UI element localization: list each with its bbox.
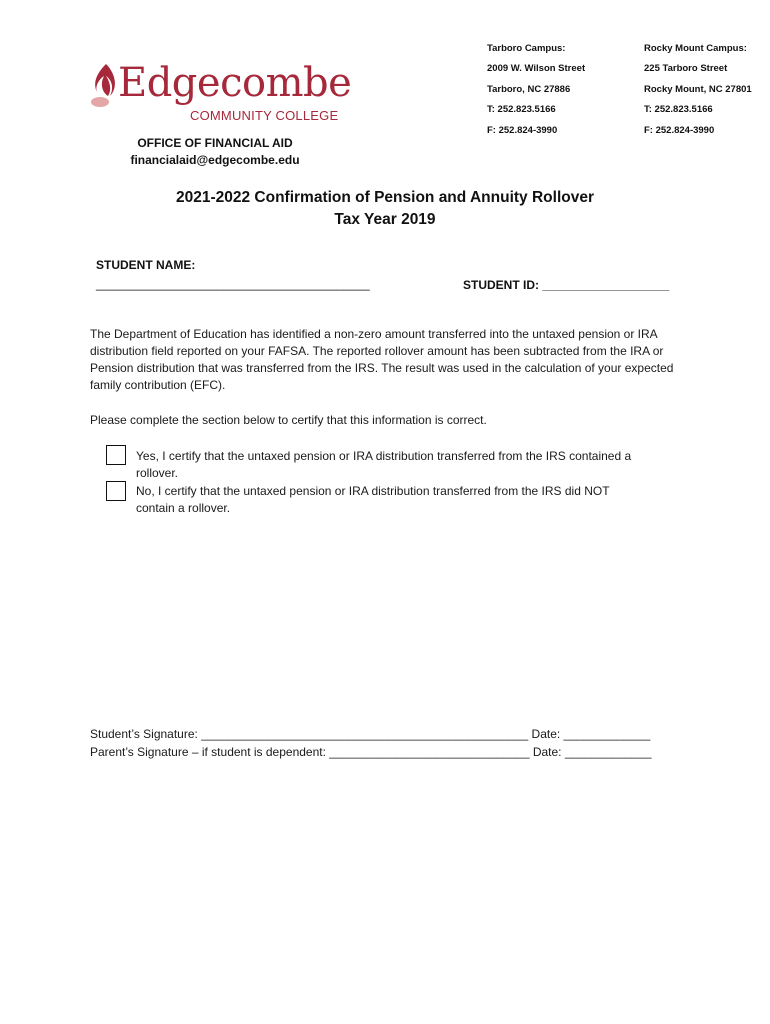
flame-icon <box>88 62 120 108</box>
yes-rollover-checkbox[interactable] <box>106 445 126 465</box>
rocky-mount-campus-street: 225 Tarboro Street <box>644 63 728 74</box>
tarboro-campus-phone: T: 252.823.5166 <box>487 104 556 115</box>
student-id-field[interactable]: STUDENT ID: ___________________ <box>463 278 670 292</box>
form-title: 2021-2022 Confirmation of Pension and Annuity Rollover <box>175 189 594 206</box>
tarboro-campus-name: Tarboro Campus: <box>487 43 566 54</box>
parent-signature-field[interactable]: Parent’s Signature – if student is dependent: ______________________________ Date: _____________ <box>90 745 652 759</box>
no-option-line2: contain a rollover. <box>136 501 231 515</box>
tarboro-campus-street: 2009 W. Wilson Street <box>487 63 586 74</box>
no-option-line1: No, I certify that the untaxed pension or IRA distribution transferred from the IRS did NOT <box>136 484 610 498</box>
college-logo-subtitle: COMMUNITY COLLEGE <box>190 108 339 123</box>
rocky-mount-campus-city: Rocky Mount, NC 27801 <box>644 84 752 95</box>
college-logo-name: Edgecombe <box>118 60 352 106</box>
office-title: OFFICE OF FINANCIAL AID <box>137 136 293 150</box>
form-subtitle: Tax Year 2019 <box>334 211 436 228</box>
yes-option-line1: Yes, I certify that the untaxed pension or IRA distribution transferred from the IRS contained a <box>136 449 632 463</box>
office-email: financialaid@edgecombe.edu <box>130 153 300 167</box>
rocky-mount-campus-phone: T: 252.823.5166 <box>644 104 713 115</box>
yes-option-line2: rollover. <box>136 466 179 480</box>
student-name-line[interactable]: _________________________________________ <box>96 277 370 291</box>
tarboro-campus-city: Tarboro, NC 27886 <box>487 84 571 95</box>
instruction-text: Please complete the section below to certify that this information is correct. <box>90 413 487 427</box>
rocky-mount-campus-fax: F: 252.824-3990 <box>644 125 715 136</box>
student-signature-field[interactable]: Student’s Signature: _________________________________________________ Date: _____________ <box>90 727 651 741</box>
no-rollover-checkbox[interactable] <box>106 481 126 501</box>
rollover-explanation: The Department of Education has identified a non-zero amount transferred into the untaxed pension or IRA distribution field reported on your FAFSA. The reported rollover amount has been subtracted from the IRA or Pension distribution that was transferred from the IRS. The result was used in the calculation of your expected family contribution (EFC). <box>90 327 674 392</box>
rocky-mount-campus-name: Rocky Mount Campus: <box>644 43 747 54</box>
student-name-label: STUDENT NAME: <box>96 258 196 272</box>
tarboro-campus-fax: F: 252.824-3990 <box>487 125 558 136</box>
